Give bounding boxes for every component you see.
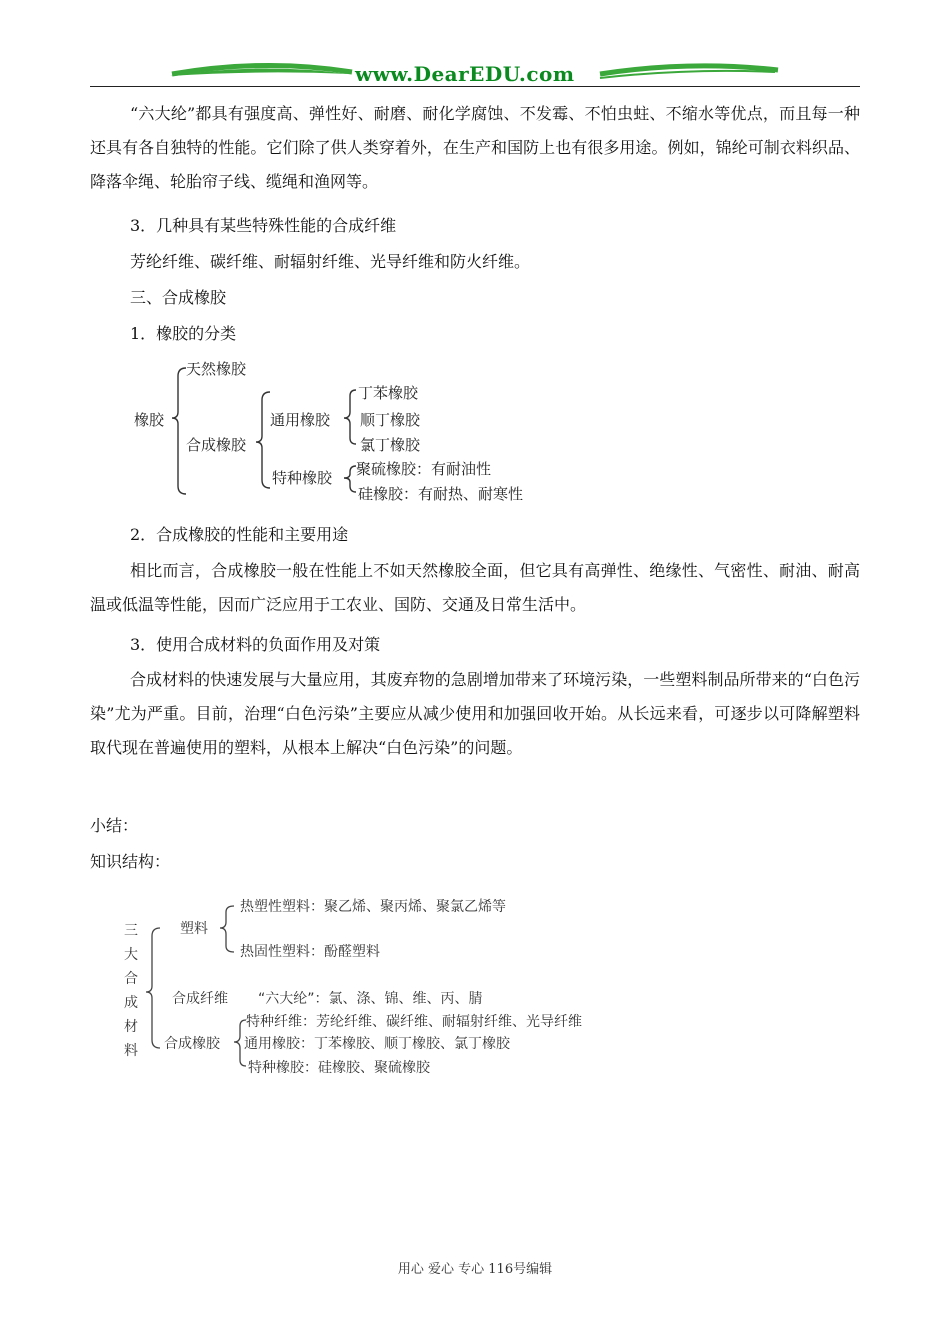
paragraph-six-fibers: “六大纶”都具有强度高、弹性好、耐磨、耐化学腐蚀、不发霉、不怕虫蛀、不缩水等优点，而且每一种还具有各自独特的性能。它们除了供人类穿着外，在生产和国防上也有很多用途。例如，锦纶可制衣料织品、降落伞绳、轮胎帘子线、缆绳和渔网等。 (90, 104, 860, 191)
heading-negative-effects: 3．使用合成材料的负面作用及对策 (130, 635, 381, 654)
materials-root-char: 大 (124, 947, 138, 963)
plastic-label: 塑料 (180, 921, 208, 937)
general-rubber-item: 丁苯橡胶 (358, 384, 419, 402)
heading-special-fibers: 3．几种具有某些特殊性能的合成纤维 (130, 216, 397, 235)
paragraph-special-fibers: 芳纶纤维、碳纤维、耐辐射纤维、光导纤维和防火纤维。 (130, 252, 531, 271)
summary-label: 小结： (90, 816, 139, 835)
heading-rubber-classification: 1．橡胶的分类 (130, 324, 237, 343)
special-rubber-item: 硅橡胶：有耐热、耐寒性 (358, 485, 524, 503)
general-rubber: 通用橡胶 (270, 411, 331, 429)
general-rubber-item: 氯丁橡胶 (360, 436, 421, 454)
paragraph-rubber-uses: 相比而言，合成橡胶一般在性能上不如天然橡胶全面，但它具有高弹性、绝缘性、气密性、耐油、耐高温或低温等性能，因而广泛应用于工农业、国防、交通及日常生活中。 (90, 561, 860, 614)
plastic-item: 热固性塑料：酚醛塑料 (240, 944, 380, 960)
materials-root-char: 三 (124, 923, 138, 939)
materials-root-char: 合 (124, 971, 138, 987)
rubber-item: 特种纤维：芳纶纤维、碳纤维、耐辐射纤维、光导纤维 (246, 1014, 582, 1030)
structure-label: 知识结构： (90, 852, 171, 871)
materials-root-char: 成 (124, 995, 138, 1011)
materials-root-char: 料 (124, 1043, 138, 1059)
heading-rubber-uses: 2．合成橡胶的性能和主要用途 (130, 525, 349, 544)
natural-rubber: 天然橡胶 (186, 360, 247, 378)
page-footer: 用心 爱心 专心 116号编辑 (397, 1262, 553, 1277)
fiber-item: “六大纶”：氯、涤、锦、维、丙、腈 (258, 991, 483, 1007)
paragraph-white-pollution: 合成材料的快速发展与大量应用，其废弃物的急剧增加带来了环境污染，一些塑料制品所带来的“白色污染”尤为严重。目前，治理“白色污染”主要应从减少使用和加强回收开始。从长远来看，可逐步以可降解塑料取代现在普遍使用的塑料，从根本上解决“白色污染”的问题。 (90, 670, 860, 757)
synthetic-rubber: 合成橡胶 (186, 436, 247, 454)
rubber-item: 通用橡胶：丁苯橡胶、顺丁橡胶、氯丁橡胶 (244, 1036, 510, 1052)
special-rubber: 特种橡胶 (272, 469, 333, 487)
materials-root-char: 材 (124, 1019, 138, 1035)
fiber-label: 合成纤维 (172, 991, 228, 1007)
section-synthetic-rubber: 三、合成橡胶 (130, 288, 227, 307)
rubber-item: 特种橡胶：硅橡胶、聚硫橡胶 (248, 1060, 430, 1076)
rubber-label: 合成橡胶 (164, 1036, 220, 1052)
rubber-root: 橡胶 (134, 411, 165, 429)
special-rubber-item: 聚硫橡胶：有耐油性 (356, 460, 492, 478)
general-rubber-item: 顺丁橡胶 (360, 411, 421, 429)
plastic-item: 热塑性塑料：聚乙烯、聚丙烯、聚氯乙烯等 (240, 899, 506, 915)
site-logo[interactable]: www.DearEDU.com (355, 62, 575, 86)
